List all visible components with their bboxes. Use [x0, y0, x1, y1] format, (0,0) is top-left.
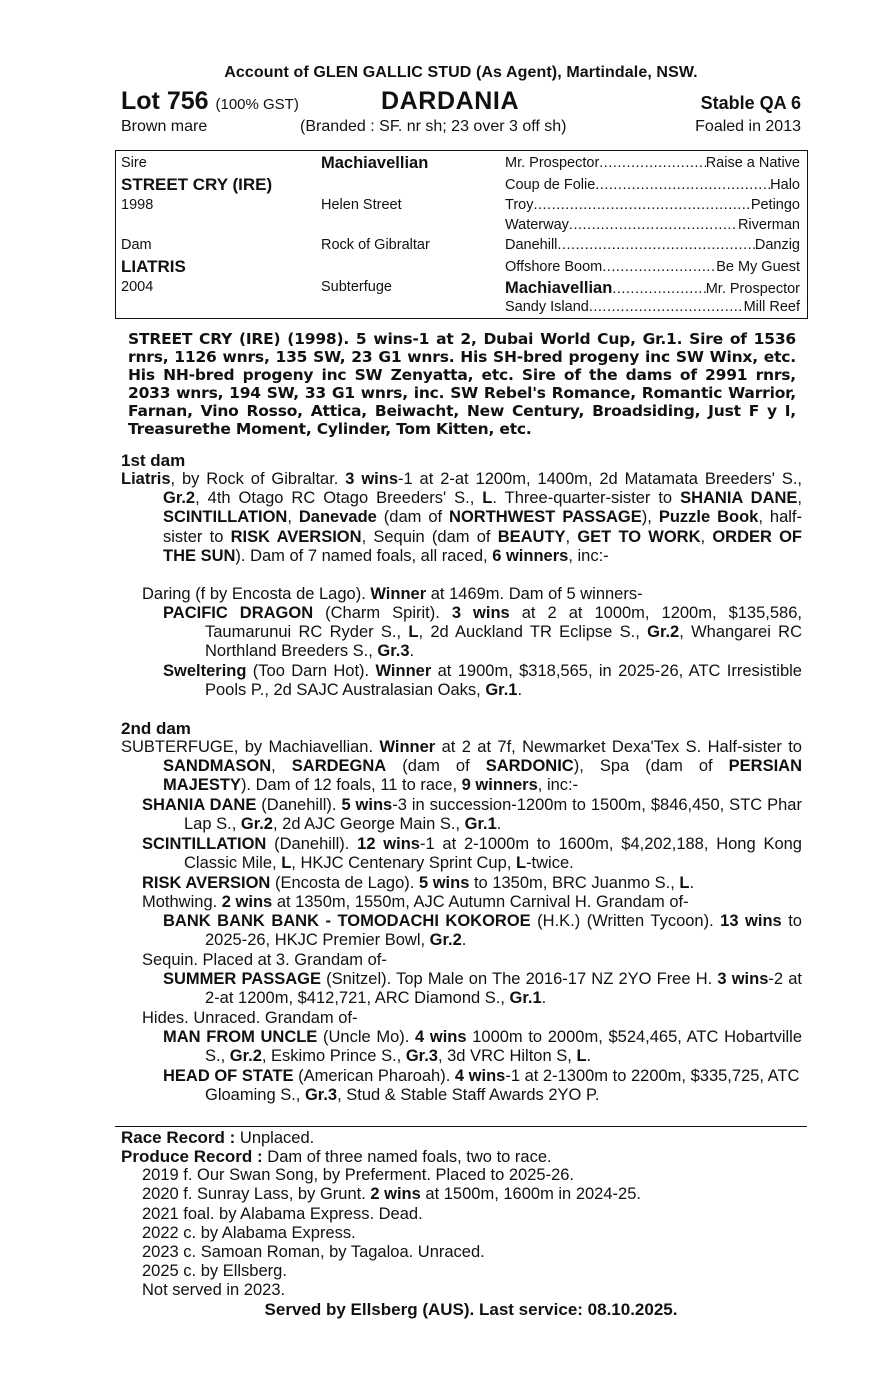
ancestor-row [505, 259, 800, 275]
ancestor-row [505, 299, 800, 315]
produce-item [142, 1262, 287, 1281]
ancestor-sire: Mr. Prospector [705, 281, 800, 297]
relative-name: BEAUTY [497, 527, 566, 546]
ancestor-sire: Mill Reef [743, 299, 800, 315]
dam-liatris-paragraph [121, 470, 803, 566]
pacific-dragon-paragraph [163, 604, 802, 662]
listed-race: L [515, 854, 527, 873]
sweltering-paragraph [163, 662, 802, 700]
text: 2019 f. Our Swan Song, by Preferment. Placed to 2025-26. [142, 1166, 575, 1184]
text: 2023 c. Samoan Roman, by Tagaloa. Unraced. [142, 1243, 485, 1261]
text: . [586, 1047, 592, 1066]
lot-label: Lot 756 [121, 87, 209, 115]
scintillation-paragraph [142, 835, 802, 873]
text: Not served in 2023. [142, 1281, 286, 1299]
text: , Eskimo Prince S., [261, 1047, 406, 1066]
text: ). Dam of 7 named foals, all raced, [235, 546, 493, 565]
text: . [541, 989, 547, 1008]
text: ). Dam of 12 foals, 11 to race, [240, 776, 462, 795]
horse-name: BANK BANK BANK - TOMODACHI KOKOROE [163, 912, 531, 930]
ancestor-row [505, 237, 800, 253]
relative-name: SANDMASON [163, 757, 272, 776]
text: SUBTERFUGE, by Machiavellian. [121, 738, 380, 756]
daring-paragraph [142, 585, 802, 604]
wins: 12 wins [357, 835, 420, 853]
text: (Charm Spirit). [313, 604, 452, 622]
bank-bank-bank-paragraph [163, 912, 802, 950]
ancestor-name: Offshore Boom [505, 259, 603, 275]
text: , [271, 757, 292, 776]
group-race: Gr.2 [429, 931, 462, 950]
text: to 2025-26, HKJC Premier Bowl, [205, 912, 802, 950]
text: (Uncle Mo). [317, 1028, 416, 1046]
horse-name: SUMMER PASSAGE [163, 970, 321, 988]
wins: Winner [379, 738, 436, 756]
relative-name: SCINTILLATION [163, 508, 288, 527]
race-record-value: Unplaced. [235, 1129, 315, 1147]
dam-year: 2004 [121, 279, 154, 295]
sire-name: STREET CRY (IRE) [121, 175, 273, 194]
relative-name: SARDONIC [485, 757, 574, 776]
ancestor-sire: Riverman [737, 217, 800, 233]
group-race: Gr.2 [163, 489, 196, 508]
sire-label: Sire [121, 155, 147, 171]
ancestor-sire: Danzig [754, 237, 800, 253]
wins: 2 wins [370, 1185, 421, 1203]
dam-label: Dam [121, 237, 152, 253]
produce-record [121, 1147, 552, 1167]
wins: Winner [375, 662, 432, 680]
group-race: Gr.3 [405, 1047, 438, 1066]
sequin-paragraph: Sequin. Placed at 3. Grandam of- [142, 951, 387, 969]
text: . [409, 642, 415, 661]
summer-passage-paragraph [163, 970, 802, 1008]
relative-name: Puzzle Book [658, 508, 759, 527]
text: Mothwing. [142, 893, 222, 911]
horse-name: DARDANIA [381, 87, 520, 115]
produce-item [142, 1205, 423, 1224]
text: , [797, 489, 802, 508]
wins: 3 wins [345, 470, 398, 488]
first-dam-heading: 1st dam [121, 451, 186, 470]
text: , 2d AJC George Main S., [272, 815, 465, 834]
vendor-account: Account of GLEN GALLIC STUD (As Agent), Martindale, NSW. [224, 64, 698, 81]
granddam-paternal: Helen Street [321, 197, 402, 213]
text: , Whangarei RC Northland Breeders S., [205, 623, 802, 661]
horse-name: RISK AVERSION [142, 874, 271, 892]
head-of-state-paragraph [163, 1067, 802, 1105]
relative-name: SHANIA DANE [680, 489, 798, 508]
ancestor-row [505, 279, 800, 298]
foaled-year: Foaled in 2013 [695, 118, 801, 135]
text: -3 in succession-1200m to 1500m, $846,450, STC Phar Lap S., [184, 796, 802, 834]
text: at 1500m, 1600m in 2024-25. [420, 1185, 641, 1203]
ancestor-name: Sandy Island [505, 299, 589, 315]
subterfuge-paragraph [121, 738, 803, 796]
lot-number [121, 87, 299, 116]
text: at 2 at 1000m, 1200m, $135,586, Taumarunui RC Ryder S., [205, 604, 802, 642]
granddam-maternal: Subterfuge [321, 279, 392, 295]
dam-name: Liatris [121, 470, 171, 488]
relative-name: PERSIAN MAJESTY [163, 757, 803, 795]
text: ), [641, 508, 659, 527]
text: (American Pharoah). [293, 1067, 455, 1085]
stable-location: Stable QA 6 [700, 93, 801, 113]
ancestor-name: Danehill [505, 237, 558, 253]
text: 2025 c. by Ellsberg. [142, 1262, 287, 1280]
ancestor-name: Waterway [505, 217, 569, 233]
produce-record-value: Dam of three named foals, two to race. [262, 1148, 552, 1166]
text: . [689, 874, 695, 892]
produce-item [142, 1166, 574, 1185]
group-race: Gr.2 [229, 1047, 262, 1066]
text: -1 at 2-at 1200m, 1400m, 2d Matamata Breeders' S., [398, 470, 802, 488]
group-race: Gr.1 [509, 989, 542, 1008]
relative-name: RISK AVERSION [230, 527, 362, 546]
text: ), Spa (dam of [573, 757, 729, 776]
text: , HKJC Centenary Sprint Cup, [291, 854, 516, 873]
text: . [517, 681, 523, 700]
winners: 6 winners [492, 546, 569, 565]
ancestor-row [505, 197, 800, 213]
text: , half-sister to [163, 508, 802, 546]
group-race: Gr.2 [240, 815, 273, 834]
group-race: Gr.2 [647, 623, 680, 642]
ancestor-name: Coup de Folie [505, 177, 596, 193]
wins: 3 wins [451, 604, 510, 622]
ancestor-row [505, 177, 800, 193]
dam-name: LIATRIS [121, 257, 186, 276]
text: , Stud & Stable Staff Awards 2YO P. [337, 1086, 600, 1105]
text: (Danehill). [266, 835, 358, 853]
produce-item [142, 1185, 641, 1204]
wins: 2 wins [221, 893, 273, 911]
wins: 13 wins [720, 912, 782, 930]
text: -1 at 2-1300m to 2200m, $335,725, ATC Gloaming S., [205, 1067, 800, 1105]
text: 2022 c. by Alabama Express. [142, 1224, 356, 1242]
wins: 3 wins [717, 970, 769, 988]
text: , Sequin (dam of [361, 527, 498, 546]
horse-brand: (Branded : SF. nr sh; 23 over 3 off sh) [300, 118, 567, 135]
risk-aversion-paragraph [142, 874, 802, 893]
produce-record-label: Produce Record : [121, 1147, 263, 1166]
text: (dam of [376, 508, 450, 527]
text: at 1350m, 1550m, AJC Autumn Carnival H. Grandam of- [272, 893, 689, 911]
relative-name: SARDEGNA [291, 757, 387, 776]
text: to 1350m, BRC Juanmo S., [469, 874, 680, 892]
group-race: Gr.1 [485, 681, 518, 700]
listed-race: L [281, 854, 292, 873]
wins: 5 wins [341, 796, 393, 814]
ancestor-row [505, 217, 800, 233]
text: , [287, 508, 299, 527]
text: (Danehill). [256, 796, 342, 814]
text: , 3d VRC Hilton S, [437, 1047, 577, 1066]
gst-note: (100% GST) [215, 96, 299, 113]
grandsire-paternal: Machiavellian [321, 154, 429, 172]
produce-item [142, 1224, 356, 1243]
text: , inc:- [568, 546, 609, 565]
text: , by Rock of Gibraltar. [170, 470, 346, 488]
text: -2 at 2-at 1200m, $412,721, ARC Diamond S., [205, 970, 802, 1008]
sire-year: 1998 [121, 197, 154, 213]
ancestor-name: Troy [505, 197, 534, 213]
text: -twice. [526, 854, 574, 873]
ancestor-sire: Be My Guest [716, 259, 800, 275]
text: , [565, 527, 578, 546]
mothwing-paragraph [142, 893, 802, 912]
group-race: Gr.1 [464, 815, 497, 834]
horse-name: PACIFIC DRAGON [163, 604, 314, 622]
text: at 1469m. Dam of 5 winners- [426, 585, 643, 603]
service-note: Served by Ellsberg (AUS). Last service: 08.10.2025. [264, 1300, 678, 1319]
listed-race: L [408, 623, 419, 642]
relative-name: Danevade [298, 508, 377, 527]
text: (Too Darn Hot). [246, 662, 376, 680]
text: . [496, 815, 502, 834]
relative-name: GET TO WORK [577, 527, 701, 546]
text: Daring (f by Encosta de Lago). [142, 585, 371, 603]
text: 1000m to 2000m, $524,465, ATC Hobartville S., [205, 1028, 803, 1066]
text: , 4th Otago RC Otago Breeders' S., [195, 489, 483, 508]
man-from-uncle-paragraph [163, 1028, 803, 1066]
listed-race: L [576, 1047, 587, 1066]
grandsire-maternal: Rock of Gibraltar [321, 237, 430, 253]
horse-name: MAN FROM UNCLE [163, 1028, 318, 1046]
ancestor-sire: Halo [770, 177, 800, 193]
produce-item [142, 1243, 485, 1262]
relative-name: ORDER OF THE SUN [163, 527, 803, 565]
horse-name: HEAD OF STATE [163, 1067, 294, 1085]
text: , [700, 527, 713, 546]
text: -1 at 2-1000m to 1600m, $4,202,188, Hong Kong Classic Mile, [184, 835, 802, 873]
wins: 4 wins [454, 1067, 506, 1085]
shania-dane-paragraph [142, 796, 802, 834]
group-race: Gr.3 [377, 642, 410, 661]
horse-name: SCINTILLATION [142, 835, 267, 853]
text: (Snitzel). Top Male on The 2016-17 NZ 2YO Free H. [320, 970, 718, 988]
wins: 4 wins [415, 1028, 467, 1046]
second-dam-heading: 2nd dam [121, 719, 191, 738]
text: at 2 at 7f, Newmarket Dexa'Tex S. Half-sister to [435, 738, 802, 756]
relative-name: NORTHWEST PASSAGE [449, 508, 642, 527]
sire-summary: STREET CRY (IRE) (1998). 5 wins-1 at 2, Dubai World Cup, Gr.1. Sire of 1536 rnrs, 1126 wnrs, 135 SW, 23 G1 wnrs. His SH-bred progeny inc SW Winx, etc. His NH-bred progeny inc SW Zenyatta, etc. Sire of the dams of 2991 rnrs, 2033 wnrs, 194 SW, 33 G1 wnrs, inc. SW Rebel's Romance, Romantic Warrior, Farnan, Vino Rosso, Attica, Beiwacht, New Century, Broadsiding, Just F y I, Treasurethe Moment, Cylinder, Tom Kitten, etc. [128, 330, 796, 438]
listed-race: L [679, 874, 690, 892]
horse-name: Sweltering [163, 662, 247, 680]
hides-paragraph: Hides. Unraced. Grandam of- [142, 1009, 358, 1027]
produce-item [142, 1281, 285, 1300]
divider [115, 1126, 807, 1127]
wins: Winner [370, 585, 427, 603]
text: (H.K.) (Written Tycoon). [530, 912, 721, 930]
race-record [121, 1128, 314, 1148]
text: . [461, 931, 467, 950]
text: . Three-quarter-sister to [492, 489, 681, 508]
text: , inc:- [537, 776, 579, 795]
text: , 2d Auckland TR Eclipse S., [418, 623, 648, 642]
group-race: Gr.3 [304, 1086, 338, 1105]
listed-race: L [482, 489, 493, 508]
ancestor-row [505, 155, 800, 171]
ancestor-sire: Raise a Native [705, 155, 800, 171]
text: 2020 f. Sunray Lass, by Grunt. [142, 1185, 371, 1203]
ancestor-sire: Petingo [750, 197, 800, 213]
ancestor-name: Machiavellian [505, 279, 613, 297]
text: (dam of [386, 757, 486, 776]
winners: 9 winners [461, 776, 538, 795]
text: (Encosta de Lago). [270, 874, 419, 892]
horse-name: SHANIA DANE [142, 796, 257, 814]
text: 2021 foal. by Alabama Express. Dead. [142, 1205, 423, 1223]
wins: 5 wins [418, 874, 470, 892]
ancestor-name: Mr. Prospector [505, 155, 600, 171]
race-record-label: Race Record : [121, 1128, 236, 1147]
horse-sex: Brown mare [121, 118, 208, 135]
text: at 1900m, $318,565, in 2025-26, ATC Irresistible Pools P., 2d SAJC Australasian Oaks, [205, 662, 802, 700]
